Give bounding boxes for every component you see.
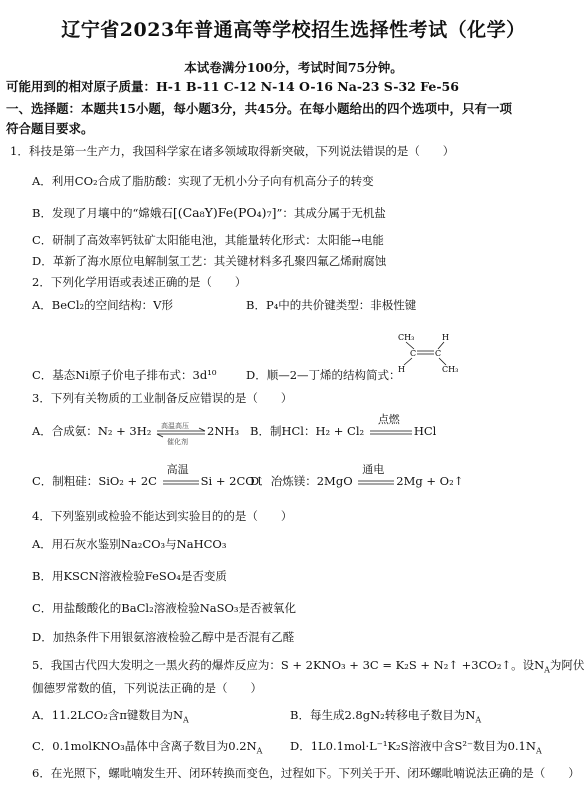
q5-option-c [32,739,262,758]
q3-c-rhs: Si + 2CO↑ [200,474,265,488]
q3-option-d [250,463,464,489]
struct-c-left: C [410,349,417,358]
q1-option-a: A．利用CO₂合成了脂肪酸：实现了无机小分子向有机高分子的转变 [32,174,374,188]
cis-2-butene-structure [390,330,470,374]
struct-c-right: C [435,349,442,358]
q5-b-sub: A [475,715,482,725]
exam-subtitle: 本试卷满分100分，考试时间75分钟。 [184,60,403,75]
q5-option-d [290,739,542,758]
exam-title: 辽宁省2023年普通高等学校招生选择性考试（化学） [61,19,526,41]
q4-option-c: C．用盐酸酸化的BaCl₂溶液检验NaSO₃是否被氧化 [32,601,297,615]
q5-option-b [290,708,481,727]
q3-d-rhs: 2Mg + O₂↑ [396,474,464,488]
q1-option-d: D．革新了海水原位电解制氢工艺：其关键材料多孔聚四氟乙烯耐腐蚀 [32,254,387,268]
q3-a-label: A．合成氨： [32,424,98,438]
q3-c-lhs: SiO₂ + 2C [98,474,157,488]
struct-ch3-top: CH₃ [398,333,415,342]
q4-option-d: D．加热条件下用银氨溶液检验乙醇中是否混有乙醛 [32,630,295,644]
q2-option-b: B．P₄中的共价键类型：非极性键 [246,298,417,312]
q1-option-c: C．研制了高效率钙钛矿太阳能电池，其能量转化形式：太阳能→电能 [32,233,384,247]
q3-a-arrow [155,422,207,446]
q2-stem: 2．下列化学用语或表述正确的是（ ） [32,275,247,289]
q5-stem-sub: A [544,665,550,675]
q3-option-c [32,463,265,489]
q5-stem-line1 [32,658,584,677]
section-heading-1: 一、选择题：本题共15小题，每小题3分，共45分。在每小题给出的四个选项中，只有一项 [6,101,512,116]
q3-b-cond: 点燃 [377,413,400,426]
q5-option-a [32,708,189,727]
q3-b-rhs: HCl [413,424,437,438]
q3-d-label: D．冶炼镁： [250,474,317,488]
q3-d-cond: 通电 [362,463,385,476]
q2-option-d: D．顺—2—丁烯的结构简式： [246,368,401,382]
q1-option-b [32,206,386,220]
struct-ch3-bottom: CH₃ [442,365,459,374]
q6-stem: 6．在光照下，螺吡喃发生开、闭环转换而变色，过程如下。下列关于开、闭环螺吡喃说法正确的是（ ） [32,766,580,780]
q3-a-rhs: 2NH₃ [207,424,240,438]
equals-arrow-icon [368,425,414,439]
q3-c-label: C．制粗硅： [32,474,99,488]
q4-option-b: B．用KSCN溶液检验FeSO₄是否变质 [32,569,227,583]
equals-arrow-icon [356,475,396,489]
q5-b-text: B．每生成2.8gN₂转移电子数目为N [290,708,476,722]
q5-stem-end: 为阿伏 [549,658,585,672]
q4-option-a: A．用石灰水鉴别Na₂CO₃与NaHCO₃ [32,537,227,551]
q1-stem: 1．科技是第一生产力，我国科学家在诸多领域取得新突破，下列说法错误的是（ ） [10,144,455,158]
q3-b-lhs: H₂ + Cl₂ [315,424,365,438]
q2-option-a: A．BeCl₂的空间结构：V形 [32,298,173,312]
q2-option-c: C．基态Ni原子价电子排布式：3d¹⁰ [32,368,217,382]
struct-h-bottom: H [398,365,405,374]
equals-arrow-icon [161,475,201,489]
atomic-masses: 可能用到的相对原子质量：H-1 B-11 C-12 N-14 O-16 Na-23 S-32 Fe-56 [6,79,459,94]
q3-b-label: B．制HCl： [250,424,316,438]
q3-c-arrow [161,463,201,489]
q5-stem-a: 5．我国古代四大发明之一黑火药的爆炸反应为：S + 2KNO₃ + 3C = K₂S + N₂↑ +3CO₂↑。设N [32,658,545,672]
q5-a-text: A．11.2LCO₂含π键数目为N [32,708,184,722]
q3-c-cond: 高温 [166,463,189,476]
q3-a-cond-bottom: 催化剂 [167,438,189,446]
q1-option-b-formula: [(Ca₈Y)Fe(PO₄)₇] [172,205,277,220]
q1-option-b-pre: B．发现了月壤中的“嫦娥石 [32,206,173,220]
q1-option-b-post: ”：其成分属于无机盐 [276,206,386,220]
q3-d-arrow [356,463,396,489]
q5-c-text: C．0.1molKNO₃晶体中含离子数目为0.2N [32,739,257,753]
q3-a-lhs: N₂ + 3H₂ [97,424,152,438]
q5-c-sub: A [256,746,263,756]
q5-d-sub: A [535,746,542,756]
struct-h-top: H [442,333,449,342]
q5-d-text: D．1L0.1mol·L⁻¹K₂S溶液中含S²⁻数目为0.1N [290,739,536,753]
q3-d-lhs: 2MgO [316,474,353,488]
q4-stem: 4．下列鉴别或检验不能达到实验目的的是（ ） [32,509,293,523]
q3-b-arrow [368,413,414,439]
q3-option-a [32,422,240,446]
q5-a-sub: A [183,715,189,725]
q3-stem: 3．下列有关物质的工业制备反应错误的是（ ） [32,391,293,405]
q3-option-b [250,413,437,439]
q5-stem-line2: 伽德罗常数的值，下列说法正确的是（ ） [32,681,262,695]
section-heading-2: 符合题目要求。 [6,121,94,136]
q3-a-cond-top: 高温高压 [161,422,190,430]
